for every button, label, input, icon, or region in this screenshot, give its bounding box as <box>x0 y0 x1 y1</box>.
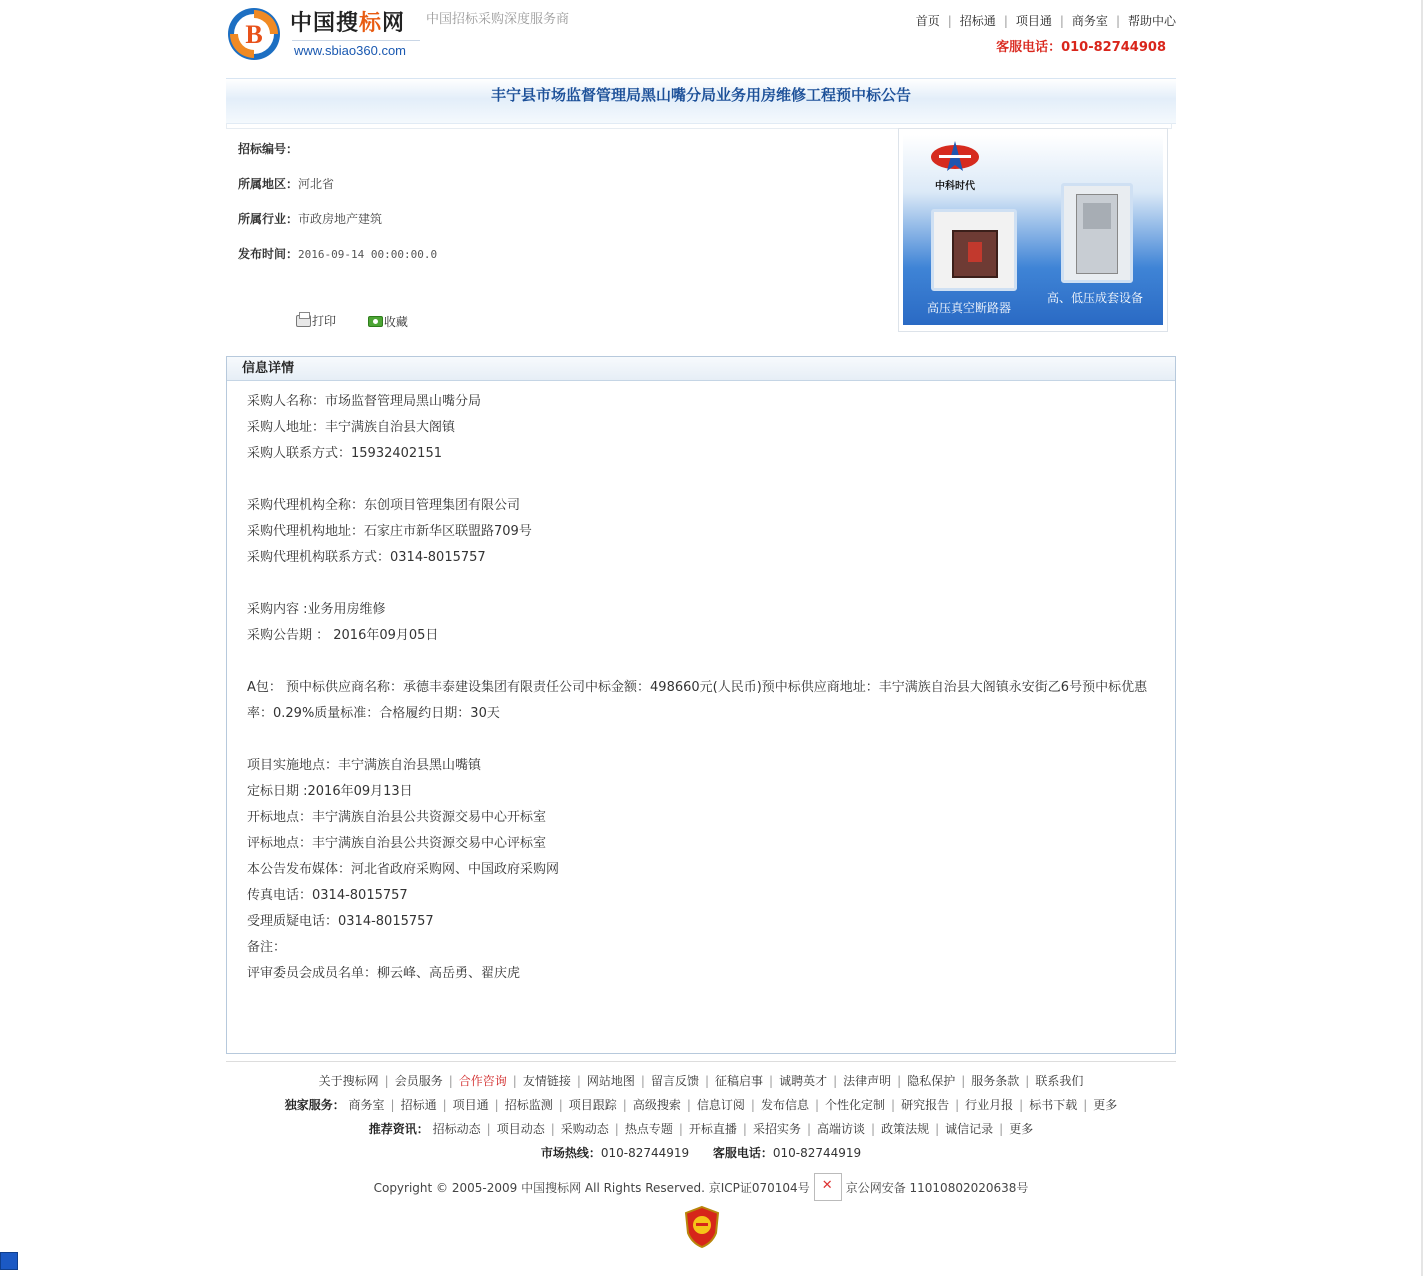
favorite-label: 收藏 <box>383 314 408 329</box>
detail-line: 采购代理机构全称：东创项目管理集团有限公司 <box>247 498 521 513</box>
meta-region-value: 河北省 <box>298 177 335 191</box>
meta-industry <box>238 210 382 227</box>
footer-separator: | <box>742 1122 747 1136</box>
police-record-text: 京公网安备 11010802020638号 <box>845 1180 1029 1195</box>
footer-separator: | <box>640 1074 645 1088</box>
exclusive-service-link[interactable]: 发布信息 <box>760 1098 809 1112</box>
brand-name-highlight: 标 <box>359 11 383 36</box>
footer-separator: | <box>390 1098 395 1112</box>
ad-brand-logo-icon <box>929 141 981 173</box>
copyright-text: Copyright © 2005-2009 中国搜标网 All Rights Reserved. 京ICP证070104号 <box>373 1180 810 1195</box>
site-footer <box>226 1061 1176 1201</box>
footer-separator: | <box>891 1098 896 1112</box>
recommended-news-link[interactable]: 诚信记录 <box>945 1122 994 1136</box>
detail-line: 采购内容 :业务用房维修 <box>247 602 386 617</box>
site-header <box>226 0 1176 78</box>
footer-link[interactable]: 友情链接 <box>522 1074 571 1088</box>
market-hotline-label: 市场热线： <box>540 1146 601 1160</box>
recommended-news-label: 推荐资讯： <box>368 1122 429 1136</box>
recommended-news-link[interactable]: 招标动态 <box>432 1122 481 1136</box>
footer-link[interactable]: 隐私保护 <box>907 1074 956 1088</box>
exclusive-service-link[interactable]: 招标通 <box>400 1098 437 1112</box>
police-badge-icon[interactable] <box>684 1205 720 1249</box>
details-panel-header <box>227 357 1175 381</box>
footer-separator: | <box>704 1074 710 1088</box>
meta-region-label: 所属地区： <box>238 177 299 191</box>
notice-actions <box>296 312 436 330</box>
detail-line <box>247 467 1155 493</box>
exclusive-service-link[interactable]: 研究报告 <box>901 1098 950 1112</box>
footer-separator: | <box>1019 1098 1024 1112</box>
recommended-news-link[interactable]: 项目动态 <box>496 1122 545 1136</box>
svg-text:B: B <box>245 20 263 49</box>
detail-line: 传真电话：0314-8015757 <box>247 888 408 903</box>
footer-link[interactable]: 会员服务 <box>394 1074 443 1088</box>
ad-caption-breaker: 高压真空断路器 <box>927 301 1012 315</box>
detail-line: 采购代理机构地址：石家庄市新华区联盟路709号 <box>247 524 532 539</box>
detail-line: 备注： <box>247 940 287 955</box>
printer-icon <box>296 315 311 327</box>
footer-separator: | <box>961 1074 966 1088</box>
meta-region <box>238 175 334 192</box>
exclusive-service-link[interactable]: 项目通 <box>452 1098 489 1112</box>
footer-separator: | <box>442 1098 447 1112</box>
footer-link[interactable]: 服务条款 <box>971 1074 1020 1088</box>
details-panel <box>226 356 1176 1054</box>
ad-brand-name: 中科时代 <box>935 181 975 192</box>
market-hotline-phone: 010-82744919 <box>600 1146 690 1160</box>
nav-separator: | <box>1115 14 1120 28</box>
nav-separator: | <box>947 14 952 28</box>
detail-line: 定标日期 :2016年09月13日 <box>247 784 413 799</box>
top-nav <box>916 12 1176 29</box>
footer-separator: | <box>384 1074 389 1088</box>
footer-separator: | <box>897 1074 902 1088</box>
paw-icon[interactable] <box>0 1252 18 1270</box>
nav-business-room[interactable]: 商务室 <box>1071 14 1108 28</box>
exclusive-service-link[interactable]: 信息订阅 <box>696 1098 745 1112</box>
recommended-news-link[interactable]: 热点专题 <box>624 1122 673 1136</box>
print-button[interactable] <box>296 312 336 329</box>
recommended-news-link[interactable]: 采购动态 <box>560 1122 609 1136</box>
nav-home[interactable]: 首页 <box>915 14 940 28</box>
detail-line: 采购公告期 ： 2016年09月05日 <box>247 628 439 643</box>
detail-line <box>247 727 1155 753</box>
nav-separator: | <box>1059 14 1064 28</box>
footer-link[interactable]: 留言反馈 <box>650 1074 699 1088</box>
exclusive-service-label: 独家服务： <box>284 1098 345 1112</box>
footer-link[interactable]: 征稿启事 <box>715 1074 764 1088</box>
footer-separator: | <box>494 1098 499 1112</box>
details-heading: 信息详情 <box>242 361 295 376</box>
footer-recommended-news <box>226 1117 1176 1141</box>
footer-separator: | <box>448 1074 453 1088</box>
exclusive-service-link[interactable]: 项目跟踪 <box>568 1098 617 1112</box>
footer-separator: | <box>769 1074 774 1088</box>
meta-published <box>238 245 437 262</box>
footer-hotlines <box>226 1141 1176 1165</box>
brand-name[interactable] <box>290 6 405 37</box>
favorite-icon <box>368 316 383 327</box>
detail-line: 采购人联系方式：15932402151 <box>247 446 442 461</box>
cabinet-photo <box>1061 183 1133 283</box>
brand-divider <box>292 40 420 41</box>
service-hotline: 客服电话：010-82744908 <box>996 40 1166 55</box>
meta-bid-no-label: 招标编号： <box>238 142 299 156</box>
footer-link[interactable]: 关于搜标网 <box>318 1074 379 1088</box>
detail-line: 本公告发布媒体：河北省政府采购网、中国政府采购网 <box>247 862 560 877</box>
notice-title-bar <box>226 78 1176 124</box>
footer-separator: | <box>1083 1098 1088 1112</box>
footer-separator: | <box>576 1074 581 1088</box>
service-hotline-phone: 010-82744919 <box>772 1146 862 1160</box>
footer-exclusive-services <box>226 1093 1176 1117</box>
exclusive-service-link[interactable]: 更多 <box>1093 1098 1118 1112</box>
site-logo-icon[interactable] <box>226 6 282 62</box>
footer-separator: | <box>622 1098 627 1112</box>
meta-industry-value: 市政房地产建筑 <box>298 212 383 226</box>
footer-link[interactable]: 法律声明 <box>843 1074 892 1088</box>
detail-line <box>247 571 1155 597</box>
brand-name-part1: 中国搜 <box>290 11 360 36</box>
favorite-button[interactable] <box>368 313 408 330</box>
footer-separator: | <box>999 1122 1004 1136</box>
broken-image-icon <box>814 1173 842 1201</box>
footer-separator: | <box>833 1074 838 1088</box>
meta-bid-no <box>238 140 298 157</box>
detail-line: 受理质疑电话：0314-8015757 <box>247 914 434 929</box>
meta-published-label: 发布时间： <box>238 247 299 261</box>
ad-caption-cabinet: 高、低压成套设备 <box>1047 291 1144 305</box>
footer-copyright <box>226 1173 1176 1201</box>
brand-url[interactable]: www.sbiao360.com <box>294 43 406 58</box>
detail-line <box>247 649 1155 675</box>
footer-separator: | <box>955 1098 960 1112</box>
footer-separator: | <box>814 1098 820 1112</box>
footer-separator: | <box>1025 1074 1030 1088</box>
brand-slogan: 中国招标采购深度服务商 <box>426 12 570 27</box>
breaker-device <box>952 230 998 278</box>
exclusive-service-link[interactable]: 标书下载 <box>1029 1098 1078 1112</box>
nav-zhaobiaotong[interactable]: 招标通 <box>959 14 996 28</box>
nav-xiangmutong[interactable]: 项目通 <box>1015 14 1052 28</box>
footer-separator: | <box>486 1122 491 1136</box>
nav-help-center[interactable]: 帮助中心 <box>1127 14 1176 28</box>
ad-image <box>903 135 1163 325</box>
exclusive-service-link[interactable]: 高级搜索 <box>632 1098 681 1112</box>
detail-line: 采购代理机构联系方式：0314-8015757 <box>247 550 486 565</box>
detail-line: 评标地点：丰宁满族自治县公共资源交易中心评标室 <box>247 836 547 851</box>
print-label: 打印 <box>312 314 337 328</box>
breaker-photo <box>931 209 1017 291</box>
footer-link[interactable]: 诚聘英才 <box>779 1074 828 1088</box>
footer-link[interactable]: 网站地图 <box>586 1074 635 1088</box>
cabinet-device <box>1076 194 1118 274</box>
footer-separator: | <box>750 1098 755 1112</box>
recommended-news-link[interactable]: 采招实务 <box>752 1122 801 1136</box>
detail-line: 开标地点：丰宁满族自治县公共资源交易中心开标室 <box>247 810 547 825</box>
footer-separator: | <box>614 1122 619 1136</box>
details-content <box>227 381 1175 987</box>
detail-line: 评审委员会成员名单：柳云峰、高岳勇、翟庆虎 <box>247 966 521 981</box>
footer-separator: | <box>558 1098 563 1112</box>
footer-separator: | <box>512 1074 517 1088</box>
recommended-news-link[interactable]: 高端访谈 <box>817 1122 866 1136</box>
service-hotline-label: 客服电话： <box>712 1146 773 1160</box>
recommended-news-link[interactable]: 更多 <box>1009 1122 1034 1136</box>
exclusive-service-link[interactable]: 商务室 <box>348 1098 385 1112</box>
detail-line: A包： 预中标供应商名称：承德丰泰建设集团有限责任公司中标金额：498660元(人民币)预中标供应商地址：丰宁满族自治县大阁镇永安街乙6号预中标优惠率：0.29%质量标准：合格履约日期：30天 <box>247 680 1148 721</box>
detail-line: 项目实施地点：丰宁满族自治县黑山嘴镇 <box>247 758 482 773</box>
footer-separator: | <box>678 1122 683 1136</box>
meta-published-value: 2016-09-14 00:00:00.0 <box>298 248 438 261</box>
brand-name-part2: 网 <box>382 11 406 36</box>
recommended-news-link[interactable]: 开标直播 <box>688 1122 737 1136</box>
footer-separator: | <box>935 1122 940 1136</box>
footer-separator: | <box>871 1122 876 1136</box>
footer-link[interactable]: 合作咨询 <box>458 1074 507 1088</box>
meta-industry-label: 所属行业： <box>238 212 299 226</box>
ad-brand <box>925 141 985 192</box>
footer-separator: | <box>806 1122 811 1136</box>
exclusive-service-link[interactable]: 行业月报 <box>965 1098 1014 1112</box>
footer-separator: | <box>686 1098 691 1112</box>
detail-line: 采购人地址：丰宁满族自治县大阁镇 <box>247 420 456 435</box>
exclusive-service-link[interactable]: 个性化定制 <box>825 1098 886 1112</box>
recommended-news-link[interactable]: 政策法规 <box>881 1122 930 1136</box>
page <box>226 0 1176 1195</box>
ad-banner[interactable] <box>898 128 1168 332</box>
detail-line: 采购人名称：市场监督管理局黑山嘴分局 <box>247 394 482 409</box>
notice-title: 丰宁县市场监督管理局黑山嘴分局业务用房维修工程预中标公告 <box>490 86 911 104</box>
footer-link[interactable]: 联系我们 <box>1035 1074 1084 1088</box>
nav-separator: | <box>1003 14 1008 28</box>
exclusive-service-link[interactable]: 招标监测 <box>504 1098 553 1112</box>
footer-separator: | <box>550 1122 555 1136</box>
footer-links <box>226 1069 1176 1093</box>
